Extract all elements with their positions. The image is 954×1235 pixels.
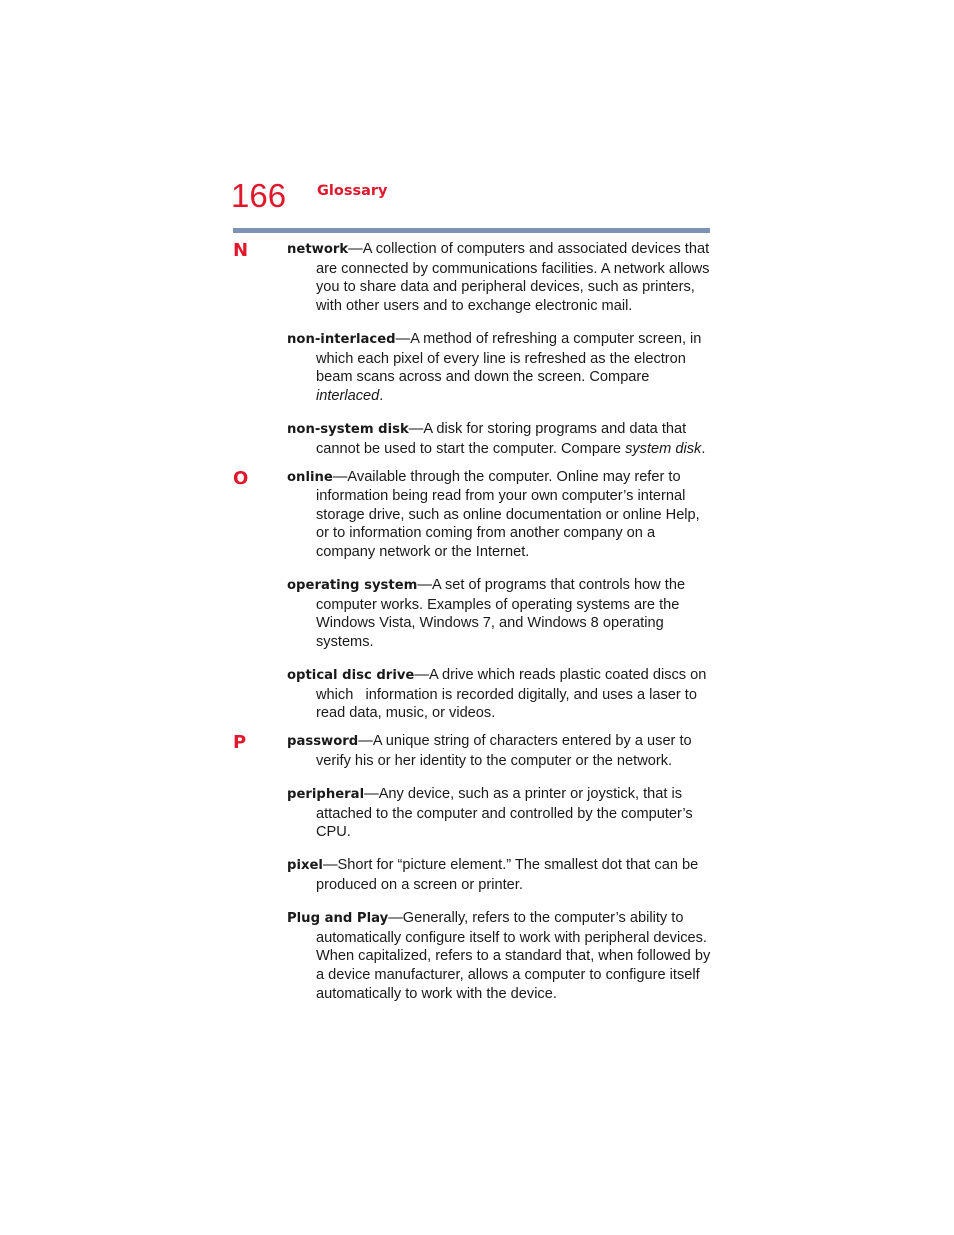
letter-group-p xyxy=(233,732,713,1003)
glossary-content xyxy=(233,240,713,1013)
glossary-entry xyxy=(287,732,713,770)
entry-definition: —A collection of computers and associated devices that are connected by communications facilities. A network allows you to share data and peripheral devices, such as printers, with other users and to exchange electronic mail. xyxy=(316,241,710,314)
entry-term: non-system disk xyxy=(287,421,409,437)
entry-term: non-interlaced xyxy=(287,331,396,347)
glossary-entry xyxy=(287,240,713,315)
entry-definition: —A unique string of characters entered by a user to verify his or her identity to the computer or the network. xyxy=(316,733,692,769)
entry-term: online xyxy=(287,469,333,485)
entry-definition: —A method of refreshing a computer screen, in which each pixel of every line is refreshed as the electron beam scans across and down the screen. Compare xyxy=(316,330,702,386)
glossary-entry xyxy=(287,785,713,842)
glossary-entry xyxy=(287,420,713,458)
header-rule xyxy=(233,228,710,233)
entry-term: peripheral xyxy=(287,787,365,802)
entry-definition: —A set of programs that controls how the computer works. Examples of operating systems are the Windows Vista, Windows 7, and Windows 8 operating systems. xyxy=(316,577,686,650)
section-title: Glossary xyxy=(317,183,388,199)
letter-group-o xyxy=(233,468,713,723)
entry-tail: . xyxy=(379,387,384,404)
glossary-entry xyxy=(287,856,713,894)
entry-definition: —Generally, refers to the computer’s ability to automatically configure itself to work with peripheral devices. When capitalized, refers to a standard that, when followed by a device manufacturer, allows a computer to configure itself automatically to work with the device. xyxy=(316,910,711,1002)
entry-term: network xyxy=(287,242,349,257)
entry-definition: —A disk for storing programs and data that cannot be used to start the computer. Compare xyxy=(316,420,687,457)
glossary-entry xyxy=(287,666,713,723)
entry-definition: —Available through the computer. Online may refer to information being read from your own computer’s internal storage drive, such as online documentation or online Help, or to information coming from another company on a company network or the Internet. xyxy=(316,468,700,560)
entry-term: optical disc drive xyxy=(287,668,415,684)
section-letter: N xyxy=(233,240,249,261)
glossary-entry xyxy=(287,909,713,1003)
entry-compare-reference: system disk xyxy=(625,440,702,457)
entry-tail: . xyxy=(701,440,706,457)
entry-term: operating system xyxy=(287,578,418,594)
entry-term: Plug and Play xyxy=(287,911,389,927)
entry-definition: —A drive which reads plastic coated discs on which information is recorded digitally, and uses a laser to read data, music, or videos. xyxy=(316,667,711,722)
entry-term: password xyxy=(287,734,359,750)
section-letter: P xyxy=(233,732,247,754)
letter-group-n xyxy=(233,240,713,458)
glossary-entry xyxy=(287,576,713,651)
entry-compare-reference: interlaced xyxy=(316,387,380,404)
glossary-entry xyxy=(287,468,713,562)
entry-term: pixel xyxy=(287,858,323,874)
entry-definition: —Short for “picture element.” The smallest dot that can be produced on a screen or printer. xyxy=(316,857,699,893)
page-number: 166 xyxy=(231,177,287,214)
section-letter: O xyxy=(233,467,249,489)
entry-definition: —Any device, such as a printer or joystick, that is attached to the computer and controlled by the computer’s CPU. xyxy=(316,786,693,841)
glossary-entry xyxy=(287,330,713,405)
